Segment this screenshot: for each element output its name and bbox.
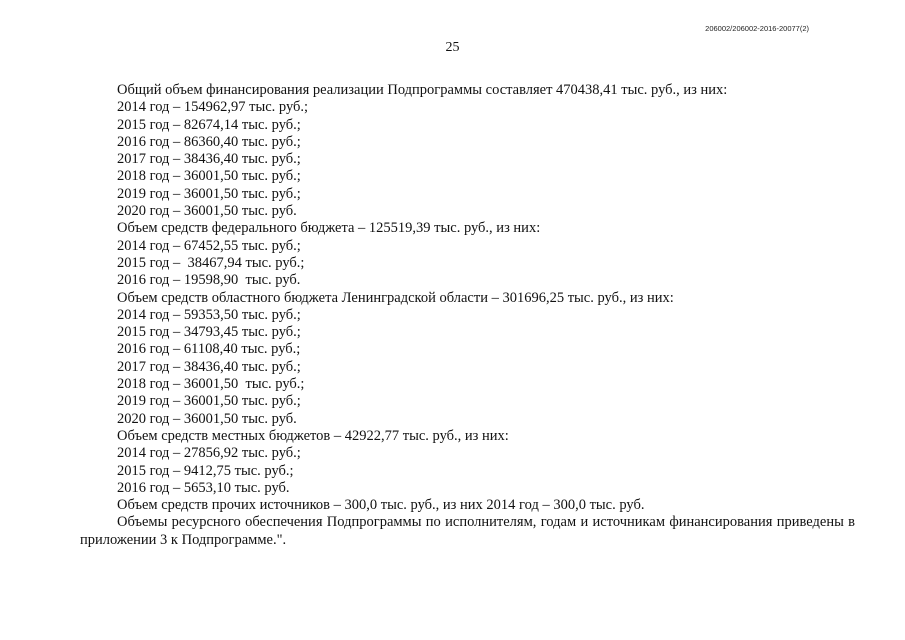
text-line: 2019 год – 36001,50 тыс. руб.; [117, 393, 301, 410]
text-line: 2016 год – 61108,40 тыс. руб.; [117, 341, 301, 358]
document-id: 206002/206002-2016-20077(2) [705, 24, 809, 33]
text-line: 2014 год – 67452,55 тыс. руб.; [117, 237, 301, 254]
page-number: 25 [445, 40, 460, 55]
document-body [80, 82, 855, 549]
text-line: Объем средств областного бюджета Ленинградской области – 301696,25 тыс. руб., из них: [117, 289, 674, 306]
text-line: 2014 год – 27856,92 тыс. руб.; [117, 445, 301, 462]
text-line: 2018 год – 36001,50 тыс. руб.; [117, 376, 305, 393]
text-line: 2019 год – 36001,50 тыс. руб.; [117, 185, 301, 202]
text-line: 2015 год – 9412,75 тыс. руб.; [117, 462, 294, 479]
text-line: 2017 год – 38436,40 тыс. руб.; [117, 358, 301, 375]
text-line: 2018 год – 36001,50 тыс. руб.; [117, 168, 301, 185]
text-line: Общий объем финансирования реализации Подпрограммы составляет 470438,41 тыс. руб., из них: [117, 82, 728, 98]
text-line: Объем средств прочих источников – 300,0 тыс. руб., из них 2014 год – 300,0 тыс. руб. [117, 497, 645, 514]
text-line: 2016 год – 5653,10 тыс. руб. [117, 479, 290, 496]
text-line: 2015 год – 38467,94 тыс. руб.; [117, 254, 305, 271]
text-line: 2020 год – 36001,50 тыс. руб. [117, 410, 297, 427]
text-line: 2014 год – 154962,97 тыс. руб.; [117, 99, 309, 116]
text-line: 2020 год – 36001,50 тыс. руб. [117, 203, 297, 220]
text-line: 2015 год – 34793,45 тыс. руб.; [117, 324, 301, 341]
text-line: 2014 год – 59353,50 тыс. руб.; [117, 306, 301, 323]
text-line: 2016 год – 19598,90 тыс. руб. [117, 272, 301, 289]
text-line: 2016 год – 86360,40 тыс. руб.; [117, 133, 301, 150]
final-paragraph: Объемы ресурсного обеспечения Подпрограммы по исполнителям, годам и источникам финансирования приведены в приложении 3 к Подпрограмме.". [80, 514, 855, 548]
text-line: Объем средств федерального бюджета – 125519,39 тыс. руб., из них: [117, 220, 541, 237]
text-line: 2017 год – 38436,40 тыс. руб.; [117, 151, 301, 168]
text-line: Объем средств местных бюджетов – 42922,77 тыс. руб., из них: [117, 427, 509, 444]
text-line: 2015 год – 82674,14 тыс. руб.; [117, 116, 301, 133]
